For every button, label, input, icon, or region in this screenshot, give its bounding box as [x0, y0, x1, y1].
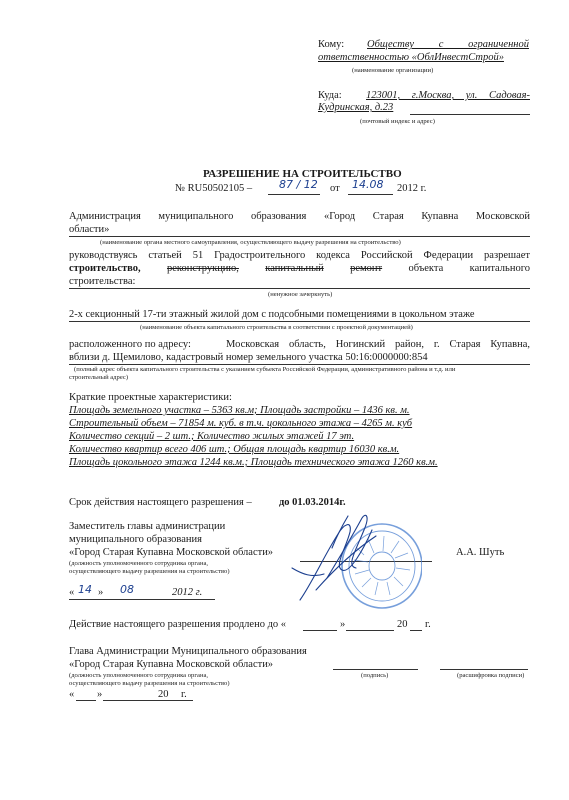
extension-month-line [346, 630, 394, 631]
permit-number-line [268, 194, 320, 195]
permit-number-handwritten: 87 / 12 [279, 178, 318, 191]
addr-label: Куда: [318, 90, 342, 101]
signer2-date-year: 20 [158, 689, 169, 700]
characteristics-item: Площадь земельного участка – 5363 кв.м; Площадь застройки – 1436 кв. м. [69, 405, 410, 416]
issuer-caption: (наименование органа местного самоуправления, осуществляющего выдачу разрешения на строительство) [100, 239, 401, 246]
validity-label: Срок действия настоящего разрешения – [69, 497, 252, 508]
object-name: 2-х секционный 17-ти этажный жилой дом с подсобными помещениями в цокольном этаже [69, 309, 475, 320]
addr-caption: (почтовый индекс и адрес) [360, 118, 435, 125]
extension-year-suffix: г. [425, 619, 431, 630]
to-line1: Обществу с ограниченной [367, 39, 529, 50]
option-repair: ремонт [350, 263, 383, 274]
signer2-date-close: » [97, 689, 103, 700]
signer1-caption1: (должность уполномоченного сотрудника органа, [69, 560, 209, 567]
extension-year: 20 [397, 619, 408, 630]
permit-date-handwritten: 14.08 [352, 178, 384, 191]
to-label: Кому: [318, 39, 345, 50]
characteristics-item: Количество квартир всего 406 шт.; Общая площадь квартир 16030 кв.м. [69, 444, 400, 455]
official-stamp-and-signature [272, 508, 422, 613]
signer2-date-suffix: г. [181, 689, 187, 700]
signer2-decode-caption: (расшифровка подписи) [457, 672, 525, 679]
permit-date-prefix: от [330, 183, 340, 194]
signer1-date-year: 2012 г. [172, 587, 203, 598]
issuer-line1: Администрация муниципального образования «Город Старая Купавна Московской [69, 211, 530, 222]
addr-underline [410, 114, 530, 115]
document-title: РАЗРЕШЕНИЕ НА СТРОИТЕЛЬСТВО [203, 168, 402, 180]
permits-underline [69, 288, 530, 289]
characteristics-heading: Краткие проектные характеристики: [69, 392, 232, 403]
permits-options [69, 262, 530, 275]
location-underline [69, 364, 530, 365]
characteristics-item: Количество секций – 2 шт.; Количество жилых этажей 17 эт. [69, 431, 355, 442]
signer1-date-open: « [69, 587, 75, 598]
signer1-line2: муниципального образования [69, 534, 202, 545]
permit-date-line [348, 194, 393, 195]
signer1-date-month: 08 [120, 583, 134, 596]
signer1-date-underline [69, 599, 215, 600]
signer2-sign-caption: (подпись) [361, 672, 389, 679]
option-construction: строительство, [69, 263, 141, 274]
issuer-line2: области» [69, 224, 110, 235]
signer1-caption2: осуществляющего выдачу разрешения на строительство) [69, 568, 230, 575]
validity-value: до 01.03.2014г. [279, 497, 346, 508]
signer2-date-month-line [103, 700, 155, 701]
object-caption: (наименование объекта капитального строительства в соответствии с проектной документацией) [140, 324, 413, 331]
location-line2: вблизи д. Щемилово, кадастровый номер земельного участка 50:16:0000000:854 [69, 352, 428, 363]
signer2-decode-line [440, 669, 528, 670]
stamp-icon [342, 524, 422, 608]
signer2-signature-line [333, 669, 418, 670]
option-capital: капитальный [265, 263, 324, 274]
location-label: расположенного по адресу: [69, 339, 191, 350]
signer2-date-open: « [69, 689, 75, 700]
location-line1: Московская область, Ногинский район, г. Старая Купавна, [226, 339, 530, 350]
object-underline [69, 321, 530, 322]
permit-year: 2012 г. [397, 183, 427, 194]
option-object: объекта [408, 263, 444, 274]
to-caption: (наименование организации) [352, 67, 434, 74]
extension-text: Действие настоящего разрешения продлено до « [69, 619, 287, 630]
permit-number-prefix: № RU50502105 – [175, 183, 253, 194]
addr-line1: 123001, г.Москва, ул. Садовая- [366, 90, 530, 101]
signer1-date-day: 14 [78, 583, 92, 596]
option-reconstruction: реконструкцию, [167, 263, 239, 274]
characteristics-item: Строительный объем – 71854 м. куб. в т.ч. цокольного этажа – 4265 м. куб [69, 418, 413, 429]
signer2-line1: Глава Администрации Муниципального образования [69, 646, 307, 657]
permits-line1: руководствуясь статьей 51 Градостроительного кодекса Российской Федерации разрешает [69, 250, 530, 261]
signer1-line3: «Город Старая Купавна Московской области» [69, 547, 274, 558]
signer2-caption2: осуществляющего выдачу разрешения на строительство) [69, 680, 230, 687]
location-caption2: строительный адрес) [69, 374, 129, 381]
extension-quote-close: » [340, 619, 346, 630]
signer2-date-day-line [76, 700, 96, 701]
signer2-caption1: (должность уполномоченного сотрудника органа, [69, 672, 209, 679]
extension-day-line [303, 630, 337, 631]
option-construction-end: строительства: [69, 276, 136, 287]
signer1-name: А.А. Шуть [456, 547, 505, 558]
permits-caption: (ненужное зачеркнуть) [268, 291, 333, 298]
extension-year-line [410, 630, 422, 631]
option-capital2: капитального [469, 263, 530, 274]
signer1-line1: Заместитель главы администрации [69, 521, 226, 532]
addr-line2: Кудринская, д.23 [318, 102, 394, 113]
to-line2: ответственностью «ОблИнвестСтрой» [318, 52, 504, 63]
signer2-date-year-line [155, 700, 193, 701]
location-caption1: (полный адрес объекта капитального строительства с указанием субъекта Российской Федерации, административного района и т.д. или [74, 366, 456, 373]
characteristics-item: Площадь цокольного этажа 1244 кв.м.; Площадь технического этажа 1260 кв.м. [69, 457, 438, 468]
signer2-line2: «Город Старая Купавна Московской области» [69, 659, 274, 670]
signer1-date-close: » [98, 587, 104, 598]
issuer-underline [69, 236, 530, 237]
